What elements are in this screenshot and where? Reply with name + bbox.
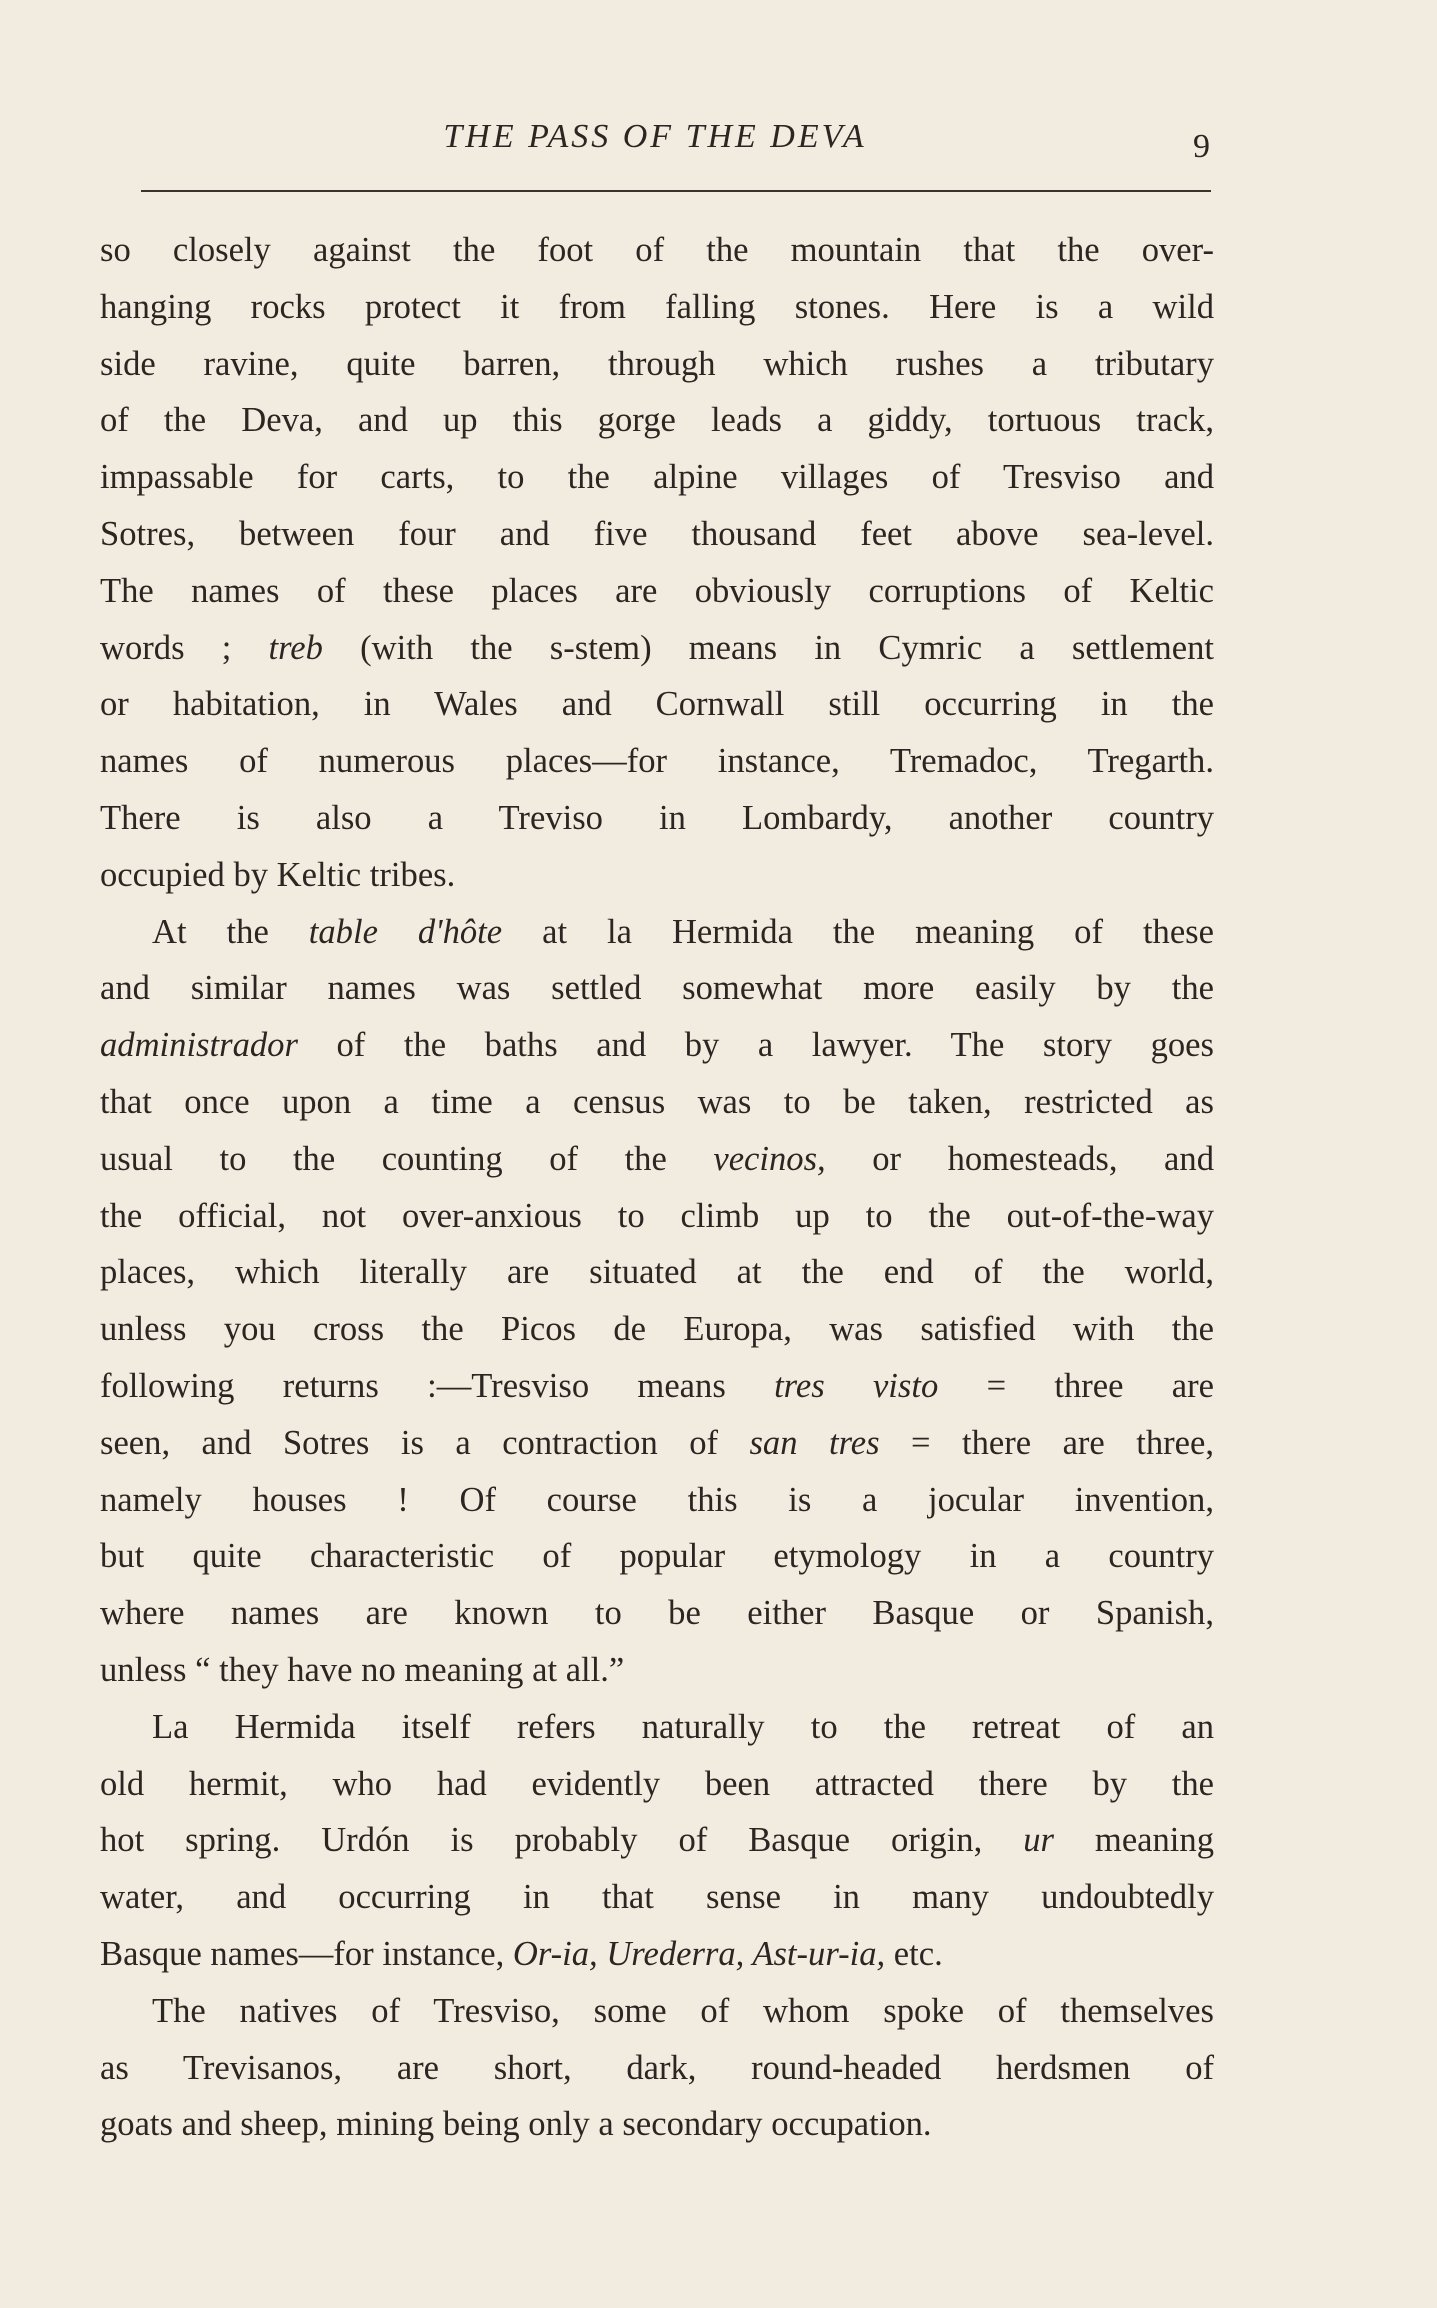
text-segment: There is also a Treviso in Lombardy, another country — [100, 798, 1214, 837]
page-number: 9 — [1193, 128, 1210, 165]
text-segment: Sotres, between four and five thousand feet above sea-level. — [100, 514, 1214, 553]
text-segment: side ravine, quite barren, through which rushes a tributary — [100, 344, 1214, 383]
text-segment: the official, not over-anxious to climb up to the out-of-the-way — [100, 1196, 1214, 1235]
text-segment: at la Hermida the meaning of these — [502, 912, 1214, 951]
italic-term: san tres — [749, 1423, 880, 1462]
text-line — [100, 1699, 1214, 1756]
text-segment: water, and occurring in that sense in many undoubtedly — [100, 1878, 1214, 1917]
text-segment: that once upon a time a census was to be taken, restricted as — [100, 1082, 1214, 1121]
text-line — [100, 563, 1214, 620]
text-line — [100, 2040, 1214, 2097]
text-segment: impassable for carts, to the alpine villages of Tresviso and — [100, 458, 1214, 497]
text-segment: = three are — [938, 1366, 1214, 1405]
text-segment: hanging rocks protect it from falling stones. Here is a wild — [100, 287, 1214, 326]
text-segment: The names of these places are obviously corruptions of Keltic — [100, 571, 1214, 610]
text-segment: as Trevisanos, are short, dark, round-headed herdsmen of — [100, 2048, 1214, 2087]
text-segment: where names are known to be either Basque or Spanish, — [100, 1594, 1214, 1633]
text-line — [100, 1244, 1214, 1301]
text-line — [100, 790, 1214, 847]
italic-term: administrador — [100, 1026, 298, 1065]
italic-term: ur — [1023, 1821, 1054, 1860]
italic-term: tres visto — [774, 1366, 939, 1405]
text-line — [100, 1358, 1214, 1415]
text-line — [100, 1642, 1214, 1699]
italic-term: vecinos, — [713, 1139, 826, 1178]
running-title: THE PASS OF THE DEVA — [443, 118, 867, 155]
text-segment: and similar names was settled somewhat more easily by the — [100, 969, 1214, 1008]
text-line — [100, 1585, 1214, 1642]
text-segment: = there are three, — [879, 1423, 1214, 1462]
text-segment: unless “ they have no meaning at all.” — [100, 1650, 625, 1689]
text-line — [100, 449, 1214, 506]
text-line — [100, 1017, 1214, 1074]
text-line — [100, 279, 1214, 336]
text-segment: (with the s-stem) means in Cymric a settlement — [322, 628, 1214, 667]
text-segment: goats and sheep, mining being only a secondary occupation. — [100, 2105, 932, 2144]
text-line — [100, 904, 1214, 961]
text-segment: La Hermida itself refers naturally to the retreat of an — [152, 1707, 1214, 1746]
text-line — [100, 2096, 1214, 2153]
text-segment: old hermit, who had evidently been attracted there by the — [100, 1764, 1214, 1803]
italic-term: table d'hôte — [308, 912, 503, 951]
text-line — [100, 506, 1214, 563]
text-segment: Basque names—for instance, — [100, 1934, 513, 1973]
text-line — [100, 1756, 1214, 1813]
text-segment: of the baths and by a lawyer. The story goes — [297, 1026, 1214, 1065]
text-segment: so closely against the foot of the mountain that the over- — [100, 231, 1214, 269]
text-segment: or homesteads, and — [825, 1139, 1214, 1178]
text-line — [100, 1528, 1214, 1585]
text-line — [100, 1074, 1214, 1131]
text-segment: namely houses ! Of course this is a jocular invention, — [100, 1480, 1214, 1519]
text-segment: occupied by Keltic tribes. — [100, 855, 456, 894]
text-line — [100, 222, 1214, 279]
text-line — [100, 960, 1214, 1017]
italic-term: treb — [268, 628, 323, 667]
text-segment: of the Deva, and up this gorge leads a giddy, tortuous track, — [100, 401, 1214, 440]
body-text — [100, 222, 1214, 2153]
text-line — [100, 1472, 1214, 1529]
text-line — [100, 1415, 1214, 1472]
text-line — [100, 1812, 1214, 1869]
text-line — [100, 392, 1214, 449]
text-segment: hot spring. Urdón is probably of Basque origin, — [100, 1821, 1024, 1860]
text-line — [100, 733, 1214, 790]
text-line — [100, 1301, 1214, 1358]
text-segment: names of numerous places—for instance, Tremadoc, Tregarth. — [100, 742, 1214, 781]
italic-term: Or-ia, Urederra, Ast-ur-ia, — [512, 1934, 886, 1973]
text-line — [100, 676, 1214, 733]
text-line — [100, 1131, 1214, 1188]
text-line — [100, 1926, 1214, 1983]
text-line — [100, 1983, 1214, 2040]
text-segment: words ; — [100, 628, 269, 667]
text-segment: usual to the counting of the — [100, 1139, 714, 1178]
text-segment: following returns :—Tresviso means — [100, 1366, 775, 1405]
text-segment: seen, and Sotres is a contraction of — [100, 1423, 750, 1462]
text-segment: The natives of Tresviso, some of whom spoke of themselves — [152, 1991, 1214, 2030]
text-segment: meaning — [1053, 1821, 1214, 1860]
text-segment: At the — [152, 912, 309, 951]
text-segment: etc. — [885, 1934, 943, 1973]
text-line — [100, 847, 1214, 904]
text-line — [100, 1869, 1214, 1926]
text-line — [100, 620, 1214, 677]
text-segment: or habitation, in Wales and Cornwall still occurring in the — [100, 685, 1214, 724]
text-line — [100, 1188, 1214, 1245]
text-segment: but quite characteristic of popular etymology in a country — [100, 1537, 1214, 1576]
text-line — [100, 336, 1214, 393]
text-segment: unless you cross the Picos de Europa, was satisfied with the — [100, 1310, 1214, 1349]
text-segment: places, which literally are situated at the end of the world, — [100, 1253, 1214, 1292]
header-rule — [141, 190, 1211, 192]
